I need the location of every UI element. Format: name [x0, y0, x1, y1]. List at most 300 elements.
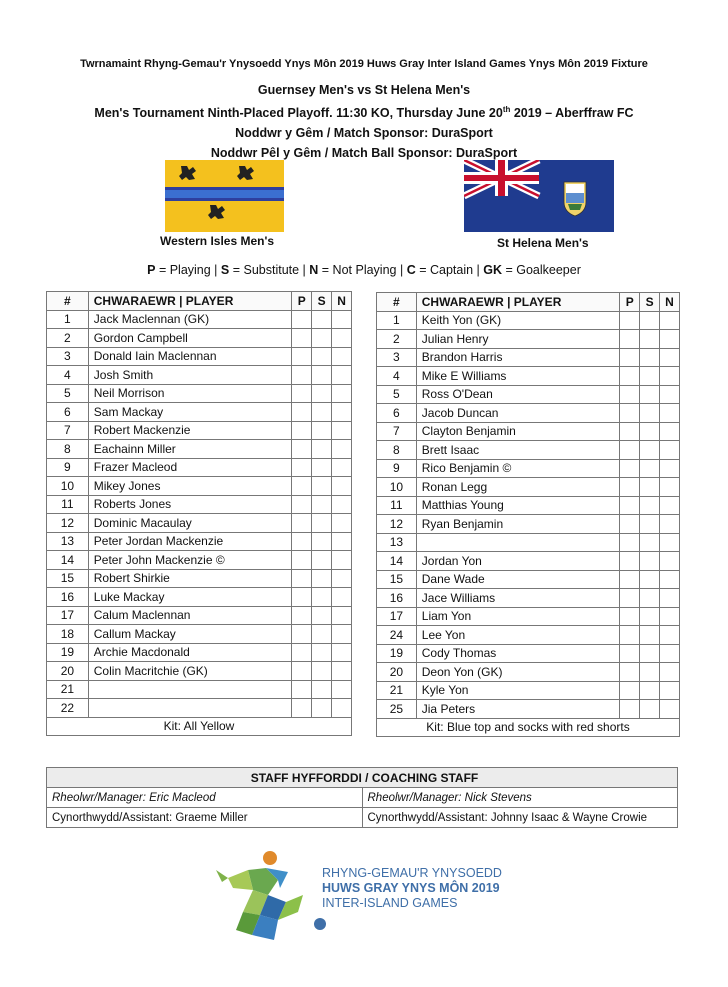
- player-number: 2: [377, 330, 417, 349]
- st-helena-flag-icon: [464, 160, 614, 232]
- player-number: 6: [47, 403, 89, 422]
- table-row: [47, 421, 352, 440]
- status-s-cell[interactable]: [312, 625, 332, 644]
- player-number: 1: [47, 310, 89, 329]
- table-row: [377, 515, 680, 534]
- player-number: 14: [377, 552, 417, 571]
- status-n-cell[interactable]: [332, 440, 352, 459]
- right-manager: Rheolwr/Manager: Nick Stevens: [362, 788, 678, 808]
- status-n-cell[interactable]: [332, 625, 352, 644]
- status-p-cell[interactable]: [292, 403, 312, 422]
- col-n-header: N: [332, 292, 352, 311]
- legend-p-key: P: [147, 263, 156, 277]
- status-s-cell[interactable]: [640, 459, 660, 478]
- table-row: [377, 311, 680, 330]
- status-n-cell[interactable]: [660, 644, 680, 663]
- col-num-header: #: [47, 292, 89, 311]
- player-name: Keith Yon (GK): [416, 311, 619, 330]
- roster-header-row: [377, 293, 680, 312]
- table-row: [47, 384, 352, 403]
- left-team-label: Western Isles Men's: [160, 234, 275, 248]
- table-row: [377, 570, 680, 589]
- tournament-suffix: 2019 – Aberffraw FC: [510, 106, 634, 121]
- player-name: Peter John Mackenzie ©: [88, 551, 292, 570]
- player-name: Dane Wade: [416, 570, 619, 589]
- player-name: Sam Mackay: [88, 403, 292, 422]
- status-p-cell[interactable]: [292, 458, 312, 477]
- tournament-sup: th: [502, 105, 511, 114]
- status-p-cell[interactable]: [620, 459, 640, 478]
- player-name: Brett Isaac: [416, 441, 619, 460]
- player-name: Mikey Jones: [88, 477, 292, 496]
- player-number: 4: [377, 367, 417, 386]
- player-number: 16: [47, 588, 89, 607]
- player-name: [88, 680, 292, 699]
- status-s-cell[interactable]: [640, 496, 660, 515]
- status-p-cell[interactable]: [620, 496, 640, 515]
- player-name: Ronan Legg: [416, 478, 619, 497]
- player-number: 19: [377, 644, 417, 663]
- player-name: Neil Morrison: [88, 384, 292, 403]
- status-s-cell[interactable]: [312, 329, 332, 348]
- col-n-header: N: [660, 293, 680, 312]
- table-row: [377, 348, 680, 367]
- player-number: 3: [47, 347, 89, 366]
- player-number: 12: [377, 515, 417, 534]
- player-name: [416, 533, 619, 552]
- table-row: [47, 532, 352, 551]
- status-s-cell[interactable]: [312, 421, 332, 440]
- status-n-cell[interactable]: [660, 663, 680, 682]
- status-n-cell[interactable]: [332, 403, 352, 422]
- status-n-cell[interactable]: [332, 588, 352, 607]
- table-row: [47, 440, 352, 459]
- status-s-cell[interactable]: [640, 681, 660, 700]
- status-s-cell[interactable]: [640, 441, 660, 460]
- player-name: Brandon Harris: [416, 348, 619, 367]
- status-n-cell[interactable]: [332, 643, 352, 662]
- status-n-cell[interactable]: [332, 421, 352, 440]
- table-row: [377, 644, 680, 663]
- table-row: [377, 367, 680, 386]
- status-n-cell[interactable]: [332, 532, 352, 551]
- col-num-header: #: [377, 293, 417, 312]
- status-s-cell[interactable]: [312, 532, 332, 551]
- status-n-cell[interactable]: [660, 681, 680, 700]
- status-n-cell[interactable]: [332, 329, 352, 348]
- player-name: Roberts Jones: [88, 495, 292, 514]
- player-number: 4: [47, 366, 89, 385]
- status-p-cell[interactable]: [620, 589, 640, 608]
- left-kit: Kit: All Yellow: [47, 717, 352, 736]
- status-s-cell[interactable]: [312, 680, 332, 699]
- status-s-cell[interactable]: [640, 348, 660, 367]
- status-p-cell[interactable]: [292, 643, 312, 662]
- status-n-cell[interactable]: [660, 552, 680, 571]
- status-s-cell[interactable]: [640, 311, 660, 330]
- status-p-cell[interactable]: [620, 626, 640, 645]
- status-p-cell[interactable]: [620, 607, 640, 626]
- left-assistant: Cynorthwydd/Assistant: Graeme Miller: [47, 808, 363, 828]
- player-name: Peter Jordan Mackenzie: [88, 532, 292, 551]
- status-n-cell[interactable]: [660, 700, 680, 719]
- player-number: 8: [377, 441, 417, 460]
- status-s-cell[interactable]: [312, 551, 332, 570]
- player-name: Donald Iain Maclennan: [88, 347, 292, 366]
- status-n-cell[interactable]: [332, 366, 352, 385]
- table-row: [47, 347, 352, 366]
- status-n-cell[interactable]: [660, 533, 680, 552]
- player-name: Eachainn Miller: [88, 440, 292, 459]
- status-n-cell[interactable]: [332, 310, 352, 329]
- kit-row: [377, 718, 680, 737]
- status-n-cell[interactable]: [660, 589, 680, 608]
- status-p-cell[interactable]: [292, 366, 312, 385]
- legend-s-text: = Substitute |: [229, 263, 310, 277]
- status-p-cell[interactable]: [292, 551, 312, 570]
- status-p-cell[interactable]: [292, 699, 312, 718]
- western-isles-flag-icon: [165, 160, 284, 232]
- table-row: [377, 478, 680, 497]
- status-n-cell[interactable]: [332, 699, 352, 718]
- status-s-cell[interactable]: [312, 588, 332, 607]
- player-number: 24: [377, 626, 417, 645]
- player-number: 9: [47, 458, 89, 477]
- status-s-cell[interactable]: [312, 569, 332, 588]
- tournament-line: [0, 105, 728, 120]
- player-number: 11: [47, 495, 89, 514]
- table-row: [377, 552, 680, 571]
- table-row: [377, 404, 680, 423]
- table-row: [47, 643, 352, 662]
- status-s-cell[interactable]: [312, 477, 332, 496]
- status-s-cell[interactable]: [640, 552, 660, 571]
- status-p-cell[interactable]: [620, 404, 640, 423]
- status-s-cell[interactable]: [312, 699, 332, 718]
- status-p-cell[interactable]: [292, 495, 312, 514]
- status-n-cell[interactable]: [660, 459, 680, 478]
- status-s-cell[interactable]: [312, 662, 332, 681]
- player-number: 5: [47, 384, 89, 403]
- logo-line3: INTER-ISLAND GAMES: [322, 896, 458, 910]
- status-p-cell[interactable]: [620, 533, 640, 552]
- player-name: Deon Yon (GK): [416, 663, 619, 682]
- status-n-cell[interactable]: [332, 495, 352, 514]
- status-p-cell[interactable]: [292, 662, 312, 681]
- table-row: [377, 589, 680, 608]
- player-number: 2: [47, 329, 89, 348]
- logo-line2: HUWS GRAY YNYS MÔN 2019: [322, 881, 500, 895]
- status-n-cell[interactable]: [660, 404, 680, 423]
- status-n-cell[interactable]: [332, 514, 352, 533]
- player-number: 21: [47, 680, 89, 699]
- player-number: 18: [47, 625, 89, 644]
- table-row: [47, 680, 352, 699]
- table-row: [377, 496, 680, 515]
- status-p-cell[interactable]: [620, 348, 640, 367]
- status-n-cell[interactable]: [660, 496, 680, 515]
- status-s-cell[interactable]: [312, 514, 332, 533]
- player-name: Clayton Benjamin: [416, 422, 619, 441]
- status-n-cell[interactable]: [660, 515, 680, 534]
- left-roster-table: [46, 291, 352, 736]
- player-name: Ross O'Dean: [416, 385, 619, 404]
- player-name: Frazer Macleod: [88, 458, 292, 477]
- status-n-cell[interactable]: [332, 458, 352, 477]
- player-number: 25: [377, 700, 417, 719]
- legend-s-key: S: [220, 263, 230, 277]
- status-p-cell[interactable]: [292, 477, 312, 496]
- player-name: Archie Macdonald: [88, 643, 292, 662]
- status-p-cell[interactable]: [620, 663, 640, 682]
- player-name: Jace Williams: [416, 589, 619, 608]
- status-p-cell[interactable]: [292, 514, 312, 533]
- table-row: [377, 441, 680, 460]
- table-row: [377, 459, 680, 478]
- status-n-cell[interactable]: [332, 347, 352, 366]
- legend-c-text: = Captain |: [415, 263, 484, 277]
- player-name: Jack Maclennan (GK): [88, 310, 292, 329]
- legend-n-text: = Not Playing |: [318, 263, 407, 277]
- coaching-staff-table: [46, 767, 678, 828]
- player-name: Calum Maclennan: [88, 606, 292, 625]
- status-p-cell[interactable]: [620, 700, 640, 719]
- col-player-header: CHWARAEWR | PLAYER: [416, 293, 619, 312]
- player-number: 19: [47, 643, 89, 662]
- status-s-cell[interactable]: [312, 347, 332, 366]
- status-n-cell[interactable]: [332, 384, 352, 403]
- table-row: [377, 422, 680, 441]
- status-s-cell[interactable]: [640, 626, 660, 645]
- player-number: 15: [47, 569, 89, 588]
- player-name: Jia Peters: [416, 700, 619, 719]
- status-s-cell[interactable]: [312, 366, 332, 385]
- legend: [0, 263, 728, 277]
- table-row: [377, 607, 680, 626]
- legend-gk-text: = Goalkeeper: [502, 263, 581, 277]
- player-name: Ryan Benjamin: [416, 515, 619, 534]
- right-team-label: St Helena Men's: [497, 236, 589, 250]
- player-number: 20: [377, 663, 417, 682]
- staff-title: STAFF HYFFORDDI / COACHING STAFF: [47, 768, 678, 788]
- player-number: 22: [47, 699, 89, 718]
- right-assistant: Cynorthwydd/Assistant: Johnny Isaac & Wayne Crowie: [362, 808, 678, 828]
- player-name: Robert Mackenzie: [88, 421, 292, 440]
- status-n-cell[interactable]: [660, 478, 680, 497]
- table-row: [47, 329, 352, 348]
- table-row: [377, 330, 680, 349]
- player-number: 21: [377, 681, 417, 700]
- status-p-cell[interactable]: [292, 384, 312, 403]
- player-number: 5: [377, 385, 417, 404]
- status-s-cell[interactable]: [640, 570, 660, 589]
- col-s-header: S: [312, 292, 332, 311]
- status-p-cell[interactable]: [292, 588, 312, 607]
- status-s-cell[interactable]: [312, 606, 332, 625]
- player-number: 17: [47, 606, 89, 625]
- player-number: 7: [47, 421, 89, 440]
- status-n-cell[interactable]: [332, 477, 352, 496]
- status-p-cell[interactable]: [292, 606, 312, 625]
- player-number: 3: [377, 348, 417, 367]
- table-row: [377, 533, 680, 552]
- table-row: [47, 403, 352, 422]
- table-row: [47, 458, 352, 477]
- status-p-cell[interactable]: [620, 330, 640, 349]
- table-row: [47, 495, 352, 514]
- status-p-cell[interactable]: [620, 681, 640, 700]
- player-number: 9: [377, 459, 417, 478]
- status-s-cell[interactable]: [640, 422, 660, 441]
- player-number: 14: [47, 551, 89, 570]
- table-row: [377, 681, 680, 700]
- status-n-cell[interactable]: [660, 367, 680, 386]
- status-n-cell[interactable]: [332, 551, 352, 570]
- status-p-cell[interactable]: [620, 644, 640, 663]
- status-p-cell[interactable]: [620, 570, 640, 589]
- legend-c-key: C: [406, 263, 416, 277]
- legend-p-text: = Playing |: [155, 263, 221, 277]
- status-p-cell[interactable]: [620, 552, 640, 571]
- match-title: Guernsey Men's vs St Helena Men's: [257, 83, 471, 97]
- table-row: [47, 551, 352, 570]
- status-s-cell[interactable]: [640, 478, 660, 497]
- status-n-cell[interactable]: [660, 570, 680, 589]
- logo-line1: RHYNG-GEMAU'R YNYSOEDD: [322, 866, 502, 880]
- player-name: Mike E Williams: [416, 367, 619, 386]
- status-n-cell[interactable]: [332, 662, 352, 681]
- roster-header-row: [47, 292, 352, 311]
- player-number: 20: [47, 662, 89, 681]
- player-number: 8: [47, 440, 89, 459]
- status-s-cell[interactable]: [312, 384, 332, 403]
- status-p-cell[interactable]: [620, 422, 640, 441]
- player-number: 13: [377, 533, 417, 552]
- right-roster-table: [376, 292, 680, 737]
- status-s-cell[interactable]: [312, 440, 332, 459]
- status-s-cell[interactable]: [640, 404, 660, 423]
- player-number: 1: [377, 311, 417, 330]
- player-name: Colin Macritchie (GK): [88, 662, 292, 681]
- col-p-header: P: [620, 293, 640, 312]
- status-p-cell[interactable]: [292, 421, 312, 440]
- status-n-cell[interactable]: [332, 569, 352, 588]
- player-name: Jordan Yon: [416, 552, 619, 571]
- status-s-cell[interactable]: [640, 367, 660, 386]
- status-s-cell[interactable]: [312, 310, 332, 329]
- col-p-header: P: [292, 292, 312, 311]
- match-sponsor: Noddwr y Gêm / Match Sponsor: DuraSport: [235, 126, 493, 140]
- status-n-cell[interactable]: [332, 606, 352, 625]
- player-name: Robert Shirkie: [88, 569, 292, 588]
- right-kit: Kit: Blue top and socks with red shorts: [377, 718, 680, 737]
- player-number: 11: [377, 496, 417, 515]
- player-number: 6: [377, 404, 417, 423]
- ball-sponsor: Noddwr Pêl y Gêm / Match Ball Sponsor: DuraSport: [210, 146, 518, 160]
- player-number: 12: [47, 514, 89, 533]
- status-n-cell[interactable]: [660, 607, 680, 626]
- table-row: [47, 366, 352, 385]
- table-row: [47, 569, 352, 588]
- col-player-header: CHWARAEWR | PLAYER: [88, 292, 292, 311]
- status-n-cell[interactable]: [660, 422, 680, 441]
- status-p-cell[interactable]: [620, 367, 640, 386]
- status-n-cell[interactable]: [660, 441, 680, 460]
- status-p-cell[interactable]: [292, 329, 312, 348]
- status-s-cell[interactable]: [640, 644, 660, 663]
- status-p-cell[interactable]: [292, 347, 312, 366]
- status-p-cell[interactable]: [292, 532, 312, 551]
- status-n-cell[interactable]: [660, 385, 680, 404]
- right-roster-body: [377, 311, 680, 718]
- header-title: Twrnamaint Rhyng-Gemau'r Ynysoedd Ynys Môn 2019 Huws Gray Inter Island Games Ynys Môn 2019 Fixture: [80, 58, 648, 70]
- status-s-cell[interactable]: [640, 533, 660, 552]
- player-name: Luke Mackay: [88, 588, 292, 607]
- player-name: Julian Henry: [416, 330, 619, 349]
- left-roster-body: [47, 310, 352, 717]
- island-games-logo-icon: [208, 840, 338, 950]
- tournament-prefix: Men's Tournament Ninth-Placed Playoff. 11:30 KO, Thursday June 20: [94, 106, 503, 121]
- status-n-cell[interactable]: [660, 626, 680, 645]
- status-p-cell[interactable]: [620, 441, 640, 460]
- status-s-cell[interactable]: [640, 385, 660, 404]
- player-name: Kyle Yon: [416, 681, 619, 700]
- status-p-cell[interactable]: [620, 311, 640, 330]
- status-p-cell[interactable]: [292, 569, 312, 588]
- player-name: Gordon Campbell: [88, 329, 292, 348]
- status-s-cell[interactable]: [312, 403, 332, 422]
- player-number: 10: [377, 478, 417, 497]
- player-name: Lee Yon: [416, 626, 619, 645]
- col-s-header: S: [640, 293, 660, 312]
- status-s-cell[interactable]: [640, 330, 660, 349]
- status-n-cell[interactable]: [660, 330, 680, 349]
- table-row: [47, 625, 352, 644]
- status-s-cell[interactable]: [640, 515, 660, 534]
- status-p-cell[interactable]: [620, 515, 640, 534]
- left-manager: Rheolwr/Manager: Eric Macleod: [47, 788, 363, 808]
- status-n-cell[interactable]: [660, 311, 680, 330]
- player-name: Rico Benjamin ©: [416, 459, 619, 478]
- status-s-cell[interactable]: [640, 700, 660, 719]
- player-name: Jacob Duncan: [416, 404, 619, 423]
- kit-row: [47, 717, 352, 736]
- status-p-cell[interactable]: [292, 310, 312, 329]
- status-n-cell[interactable]: [660, 348, 680, 367]
- player-number: 17: [377, 607, 417, 626]
- player-name: Cody Thomas: [416, 644, 619, 663]
- player-name: Liam Yon: [416, 607, 619, 626]
- status-s-cell[interactable]: [312, 495, 332, 514]
- status-s-cell[interactable]: [640, 589, 660, 608]
- player-name: Callum Mackay: [88, 625, 292, 644]
- table-row: [47, 662, 352, 681]
- status-s-cell[interactable]: [312, 643, 332, 662]
- player-name: Dominic Macaulay: [88, 514, 292, 533]
- status-s-cell[interactable]: [312, 458, 332, 477]
- status-n-cell[interactable]: [332, 680, 352, 699]
- status-p-cell[interactable]: [620, 385, 640, 404]
- status-s-cell[interactable]: [640, 663, 660, 682]
- status-p-cell[interactable]: [292, 625, 312, 644]
- status-p-cell[interactable]: [292, 680, 312, 699]
- status-s-cell[interactable]: [640, 607, 660, 626]
- table-row: [377, 700, 680, 719]
- status-p-cell[interactable]: [620, 478, 640, 497]
- player-name: Josh Smith: [88, 366, 292, 385]
- table-row: [47, 310, 352, 329]
- status-p-cell[interactable]: [292, 440, 312, 459]
